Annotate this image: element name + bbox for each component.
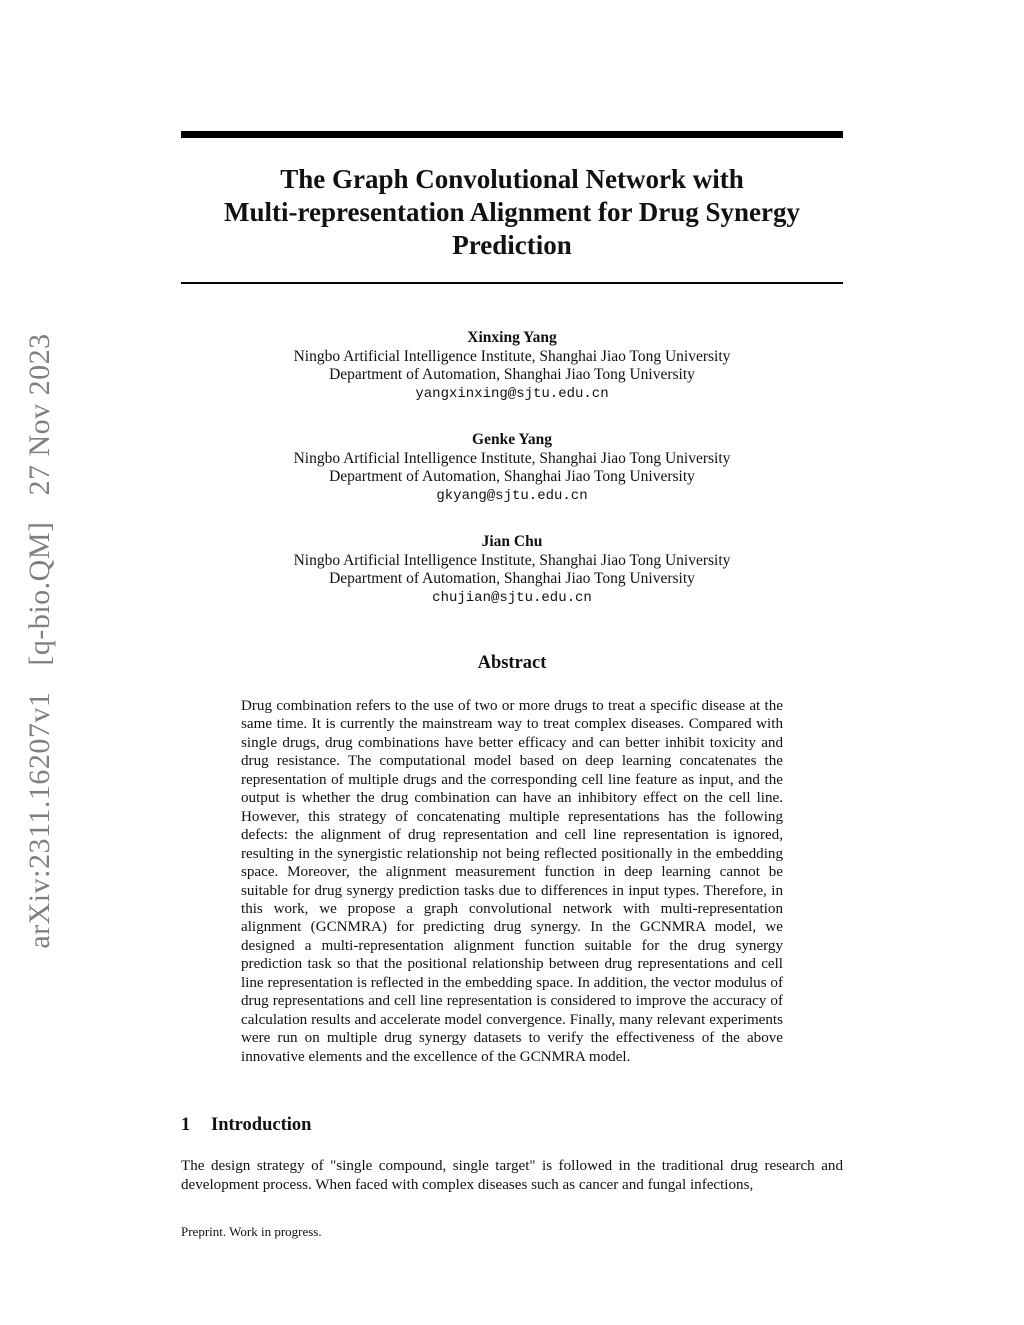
- introduction-text: The design strategy of "single compound, single target" is followed in the traditional drug research and development process. When faced with complex diseases such as cancer and fungal infections,: [181, 1158, 843, 1193]
- arxiv-side-stamp: [23, 333, 57, 948]
- abstract-heading: Abstract: [477, 653, 547, 673]
- author-affiliation: Ningbo Artificial Intelligence Institute, Shanghai Jiao Tong University: [293, 347, 731, 365]
- title-line: Multi-representation Alignment for Drug Synergy: [224, 197, 800, 227]
- author-entry: [181, 329, 843, 403]
- section-number: 1: [181, 1115, 191, 1135]
- author-affiliation: Ningbo Artificial Intelligence Institute, Shanghai Jiao Tong University: [293, 449, 731, 467]
- title-top-rule: [181, 131, 843, 138]
- author-affiliation: Department of Automation, Shanghai Jiao Tong University: [329, 366, 695, 383]
- section-title: Introduction: [211, 1115, 312, 1135]
- author-name: Genke Yang: [472, 431, 552, 448]
- paper-title: [181, 163, 843, 262]
- author-affiliation: Ningbo Artificial Intelligence Institute, Shanghai Jiao Tong University: [293, 551, 731, 569]
- author-entry: [181, 533, 843, 607]
- author-name: Xinxing Yang: [467, 329, 557, 346]
- abstract-text: Drug combination refers to the use of two or more drugs to treat a specific disease at the same time. It is currently the mainstream way to treat complex diseases. Compared with single drugs, drug combinations have better efficacy and can better inhibit toxicity and drug resistance. The computational model based on deep learning concatenates the representation of multiple drugs and the corresponding cell line feature as input, and the output is whether the drug combination can have an inhibitory effect on the cell line. However, this strategy of concatenating multiple representations has the following defects: the alignment of drug representation and cell line representation is ignored, resulting in the synergistic relationship not being reflected positionally in the embedding space. Moreover, the alignment measurement function in deep learning cannot be suitable for drug synergy prediction tasks due to differences in input types. Therefore, in this work, we propose a graph convolutional network with multi-representation alignment (GCNMRA) for predicting drug synergy. In the GCNMRA model, we designed a multi-representation alignment function suitable for the drug synergy prediction task so that the positional relationship between drug representations and cell line representation is reflected in the embedding space. In addition, the vector modulus of drug representations and cell line representation is considered to improve the accuracy of calculation results and accelerate model convergence. Finally, many relevant experiments were run on multiple drug synergy datasets to verify the effectiveness of the above innovative elements and the excellence of the GCNMRA model.: [241, 698, 783, 1065]
- arxiv-date: 27 Nov 2023: [23, 333, 56, 496]
- title-line: The Graph Convolutional Network with: [280, 164, 744, 194]
- author-entry: [181, 431, 843, 505]
- author-name: Jian Chu: [481, 533, 543, 550]
- title-line: Prediction: [452, 230, 572, 260]
- author-block: [181, 329, 843, 635]
- author-email[interactable]: gkyang@sjtu.edu.cn: [436, 487, 588, 504]
- arxiv-category: [q-bio.QM]: [23, 521, 56, 666]
- author-affiliation: Department of Automation, Shanghai Jiao Tong University: [329, 468, 695, 485]
- author-email[interactable]: chujian@sjtu.edu.cn: [432, 589, 592, 606]
- preprint-footnote: Preprint. Work in progress.: [181, 1224, 322, 1239]
- author-email[interactable]: yangxinxing@sjtu.edu.cn: [415, 385, 609, 402]
- arxiv-id: arXiv:2311.16207v1: [23, 691, 56, 949]
- title-bottom-rule: [181, 282, 843, 284]
- section-heading-introduction: [181, 1115, 311, 1136]
- author-affiliation: Department of Automation, Shanghai Jiao Tong University: [329, 570, 695, 587]
